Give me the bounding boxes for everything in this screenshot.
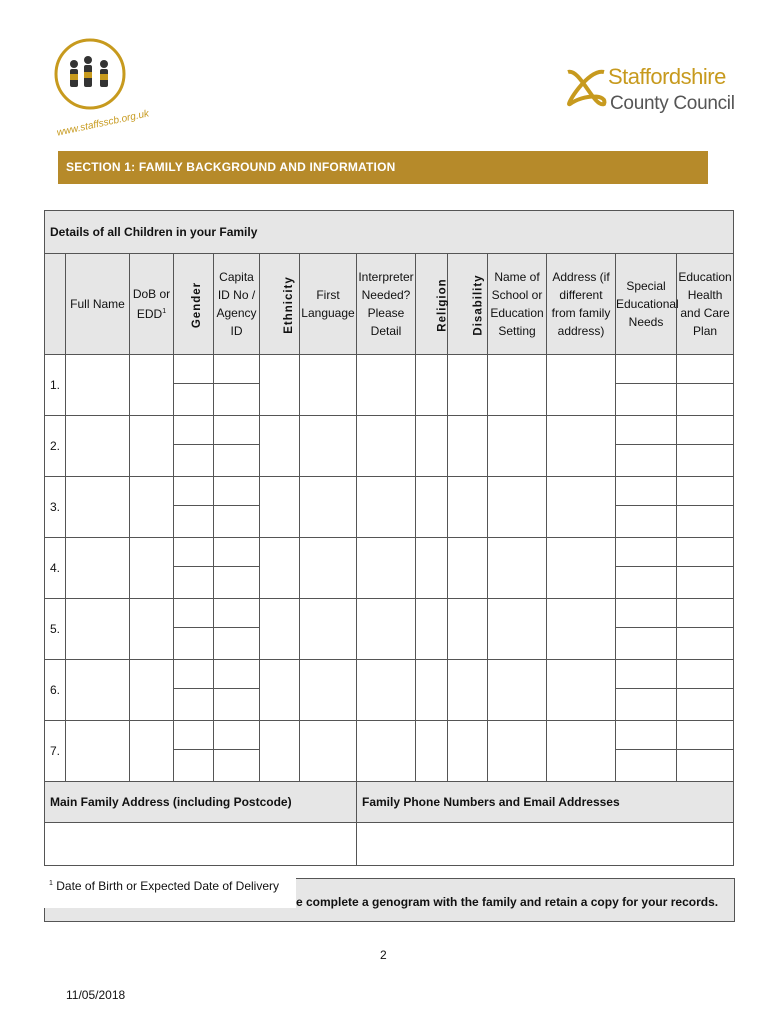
table-cell[interactable]: [616, 355, 677, 416]
table-cell[interactable]: [547, 538, 616, 599]
col-full-name: Full Name: [66, 254, 130, 355]
genogram-note: e complete a genogram with the family and retain a copy for your records.: [296, 895, 719, 909]
table-cell[interactable]: [214, 416, 260, 477]
table-cell[interactable]: [547, 416, 616, 477]
table-cell[interactable]: [488, 477, 547, 538]
table-cell[interactable]: [174, 416, 214, 477]
table-cell[interactable]: [300, 416, 357, 477]
table-row: [45, 477, 734, 538]
document-date: 11/05/2018: [66, 988, 126, 1002]
table-cell[interactable]: [488, 416, 547, 477]
table-cell[interactable]: [300, 355, 357, 416]
table-cell[interactable]: [130, 599, 174, 660]
phone-email-field[interactable]: [357, 823, 734, 866]
table-cell[interactable]: [130, 416, 174, 477]
table-cell[interactable]: [677, 477, 734, 538]
table-cell[interactable]: [260, 416, 300, 477]
table-cell[interactable]: [260, 660, 300, 721]
col-school: Name of School or Education Setting: [488, 254, 547, 355]
section-banner: [58, 151, 708, 184]
page-number: 2: [380, 948, 387, 962]
section-title: SECTION 1: FAMILY BACKGROUND AND INFORMATION: [66, 160, 396, 174]
table-cell[interactable]: [357, 355, 416, 416]
table-cell[interactable]: [260, 599, 300, 660]
table-cell[interactable]: [488, 599, 547, 660]
table-row: [45, 538, 734, 599]
table-cell[interactable]: [214, 538, 260, 599]
table-cell[interactable]: [357, 599, 416, 660]
table-cell[interactable]: [357, 660, 416, 721]
table-cell[interactable]: [677, 721, 734, 782]
table-cell[interactable]: [448, 721, 488, 782]
table-cell[interactable]: [357, 416, 416, 477]
row-number: 3.: [45, 477, 66, 538]
table-cell[interactable]: [448, 599, 488, 660]
table-cell[interactable]: [300, 660, 357, 721]
council-name-line2: County Council: [610, 93, 735, 114]
table-cell[interactable]: [260, 355, 300, 416]
safeguarding-url: www.staffsscb.org.uk: [55, 108, 151, 139]
table-cell[interactable]: [416, 416, 448, 477]
table-cell[interactable]: [616, 477, 677, 538]
table-cell[interactable]: [416, 477, 448, 538]
col-first-language: First Language: [300, 254, 357, 355]
footnote: $^1$ Date of Birth or Expected Date of Delivery: [44, 876, 296, 908]
table-cell[interactable]: [677, 599, 734, 660]
table-cell[interactable]: [174, 660, 214, 721]
table-cell[interactable]: [66, 660, 130, 721]
table-cell[interactable]: [448, 660, 488, 721]
table-cell[interactable]: [616, 416, 677, 477]
row-number: 7.: [45, 721, 66, 782]
table-cell[interactable]: [174, 721, 214, 782]
col-ehcp: Education Health and Care Plan: [677, 254, 734, 355]
row-number: 4.: [45, 538, 66, 599]
table-row: [45, 355, 734, 416]
footnote-text: Date of Birth or Expected Date of Delivery: [56, 879, 280, 893]
col-address: Address (if different from family address): [547, 254, 616, 355]
row-number: 1.: [45, 355, 66, 416]
table-cell[interactable]: [416, 660, 448, 721]
table-cell[interactable]: [66, 416, 130, 477]
table-row: [45, 416, 734, 477]
table-cell[interactable]: [488, 355, 547, 416]
table-cell[interactable]: [174, 538, 214, 599]
phone-email-label: Family Phone Numbers and Email Addresses: [357, 782, 734, 823]
col-sen: Special Educational Needs: [616, 254, 677, 355]
table-cell[interactable]: [130, 477, 174, 538]
col-religion: Religion: [416, 254, 448, 355]
table-cell[interactable]: [66, 599, 130, 660]
table-cell[interactable]: [416, 721, 448, 782]
table-cell[interactable]: [416, 599, 448, 660]
table-cell[interactable]: [357, 538, 416, 599]
table-cell[interactable]: [416, 355, 448, 416]
table-cell[interactable]: [547, 355, 616, 416]
table-cell[interactable]: [300, 477, 357, 538]
col-interpreter: Interpreter Needed? Please Detail: [357, 254, 416, 355]
table-cell[interactable]: [66, 538, 130, 599]
table-cell[interactable]: [616, 721, 677, 782]
details-header: Details of all Children in your Family: [45, 211, 734, 254]
col-gender: Gender: [174, 254, 214, 355]
table-cell[interactable]: [616, 538, 677, 599]
table-cell[interactable]: [677, 660, 734, 721]
col-dob: DoB or EDD$^1$: [130, 254, 174, 355]
table-cell[interactable]: [260, 477, 300, 538]
col-ethnicity: Ethnicity: [260, 254, 300, 355]
row-number: 5.: [45, 599, 66, 660]
col-capita: Capita ID No / Agency ID: [214, 254, 260, 355]
table-cell[interactable]: [416, 538, 448, 599]
table-cell[interactable]: [260, 538, 300, 599]
table-cell[interactable]: [448, 355, 488, 416]
table-cell[interactable]: [488, 660, 547, 721]
table-cell[interactable]: [174, 599, 214, 660]
table-cell[interactable]: [448, 477, 488, 538]
table-cell[interactable]: [448, 538, 488, 599]
table-row: [45, 721, 734, 782]
table-cell[interactable]: [214, 477, 260, 538]
table-cell[interactable]: [174, 355, 214, 416]
table-cell[interactable]: [547, 599, 616, 660]
main-address-label: Main Family Address (including Postcode): [45, 782, 357, 823]
table-cell[interactable]: [547, 660, 616, 721]
table-cell[interactable]: [214, 660, 260, 721]
table-cell[interactable]: [130, 355, 174, 416]
table-cell[interactable]: [174, 477, 214, 538]
table-cell[interactable]: [214, 355, 260, 416]
table-cell[interactable]: [677, 416, 734, 477]
table-cell[interactable]: [677, 538, 734, 599]
table-cell[interactable]: [130, 538, 174, 599]
children-details-table: [44, 210, 734, 866]
table-cell[interactable]: [300, 721, 357, 782]
table-cell[interactable]: [66, 355, 130, 416]
table-cell[interactable]: [488, 721, 547, 782]
table-cell[interactable]: [357, 477, 416, 538]
table-cell[interactable]: [214, 721, 260, 782]
table-cell[interactable]: [616, 599, 677, 660]
table-cell[interactable]: [357, 721, 416, 782]
table-cell[interactable]: [130, 721, 174, 782]
table-cell[interactable]: [677, 355, 734, 416]
main-address-field[interactable]: [45, 823, 357, 866]
table-cell[interactable]: [214, 599, 260, 660]
table-cell[interactable]: [616, 660, 677, 721]
col-disability: Disability: [448, 254, 488, 355]
row-number: 6.: [45, 660, 66, 721]
table-cell[interactable]: [300, 538, 357, 599]
table-cell[interactable]: [488, 538, 547, 599]
table-cell[interactable]: [66, 721, 130, 782]
table-cell[interactable]: [547, 721, 616, 782]
table-cell[interactable]: [66, 477, 130, 538]
rownum-header: [45, 254, 66, 355]
table-row: [45, 599, 734, 660]
table-cell[interactable]: [547, 477, 616, 538]
table-cell[interactable]: [300, 599, 357, 660]
table-cell[interactable]: [448, 416, 488, 477]
table-cell[interactable]: [130, 660, 174, 721]
staffordshire-knot-icon: [564, 64, 608, 114]
table-row: [45, 660, 734, 721]
council-name-line1: Staffordshire: [608, 64, 726, 89]
table-cell[interactable]: [260, 721, 300, 782]
row-number: 2.: [45, 416, 66, 477]
